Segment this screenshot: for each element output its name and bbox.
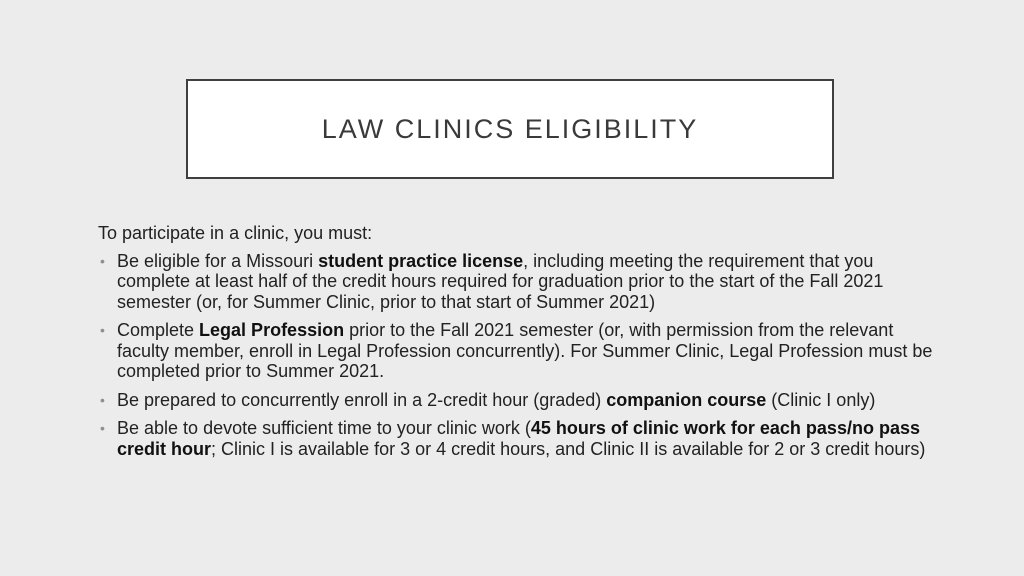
bullet-bold-text: Legal Profession <box>199 320 345 340</box>
bullet-dot-icon: • <box>100 252 105 269</box>
bullet-dot-icon: • <box>100 322 105 338</box>
bullet-dot-icon: • <box>100 391 105 408</box>
slide-title: LAW CLINICS ELIGIBILITY <box>321 113 699 144</box>
bullet-text: prior to the Fall 2021 semester (or, with permission from the relevant faculty member, enroll in Legal Profession concurrently). For Summer Clinic, Legal Profession must be completed prior to Summer 2021. <box>117 320 933 381</box>
bullet-bold-text: 45 hours of clinic work for each pass/no pass credit hour <box>117 418 920 459</box>
slide-content <box>98 223 948 467</box>
bullet-list <box>98 251 948 460</box>
bullet-text: , including meeting the requirement that you complete at least half of the credit hours required for graduation prior to the start of the Fall 2021 semester (or, for Summer Clinic, prior to that start of Summer 2021) <box>117 250 884 312</box>
bullet-bold-text: companion course <box>606 389 767 410</box>
intro-text: To participate in a clinic, you must: <box>98 223 373 243</box>
bullet-text: Be able to devote sufficient time to your clinic work ( <box>117 418 531 438</box>
bullet-text: ; Clinic I is available for 3 or 4 credit hours, and Clinic II is available for 2 or 3 credit hours) <box>211 438 926 459</box>
bullet-item <box>98 251 948 313</box>
bullet-text: (Clinic I only) <box>766 389 876 410</box>
bullet-text: Complete <box>117 320 200 340</box>
bullet-item <box>98 320 948 382</box>
bullet-text: Be eligible for a Missouri <box>117 250 319 271</box>
bullet-item <box>98 418 948 459</box>
bullet-dot-icon: • <box>100 420 105 436</box>
title-box <box>186 79 834 179</box>
bullet-text: Be prepared to concurrently enroll in a 2-credit hour (graded) <box>117 389 607 410</box>
bullet-bold-text: student practice license <box>318 250 524 271</box>
bullet-item <box>98 390 948 411</box>
